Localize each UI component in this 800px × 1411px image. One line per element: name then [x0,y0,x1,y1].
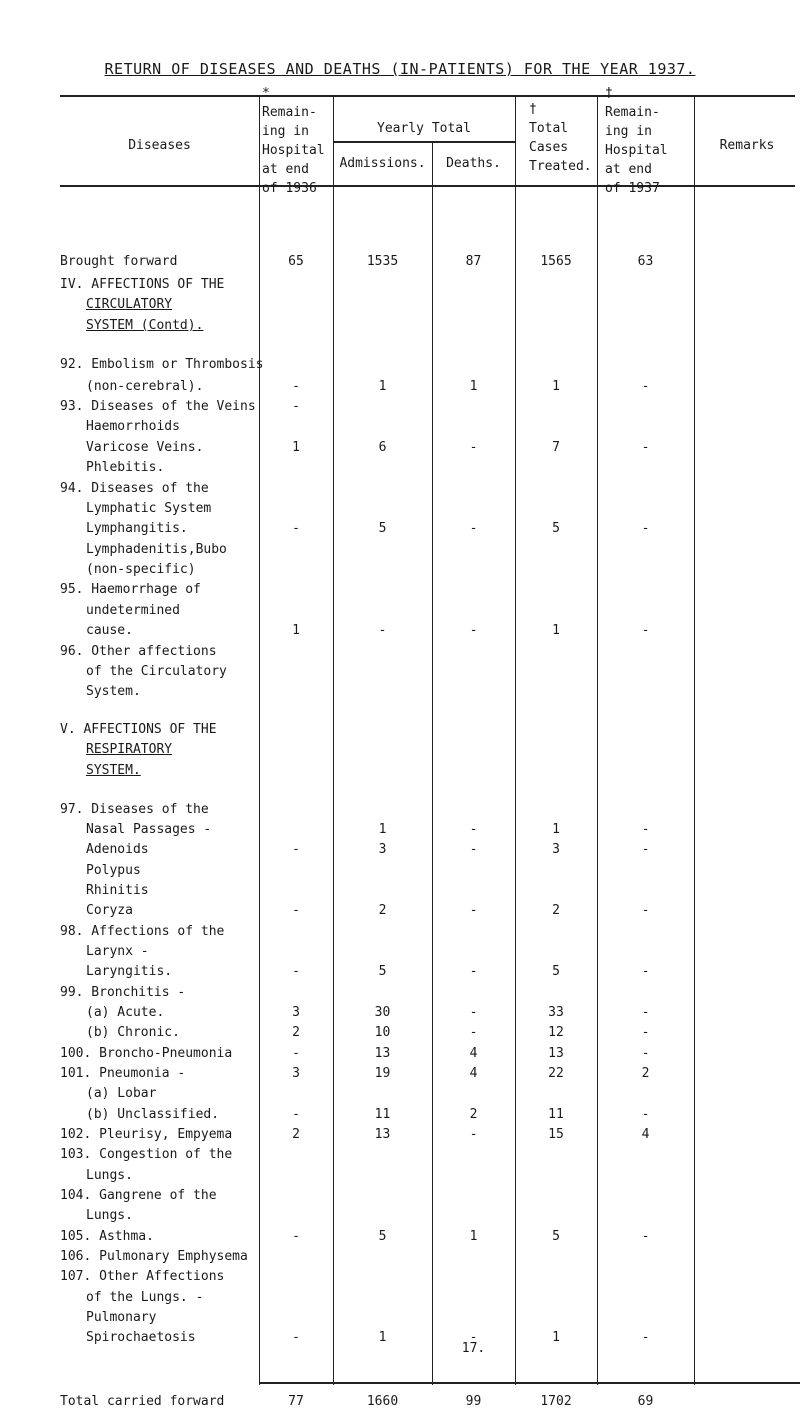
column-rule-6 [694,95,695,1385]
cell-remaining-1937: - [641,521,650,536]
row-label: 95. Haemorrhage of [60,582,201,597]
cell-remaining-1937: - [641,842,650,857]
cell-remaining-1936: - [292,903,300,918]
cell-remaining-1936: - [292,1046,300,1061]
cell-remaining-1936: 65 [288,254,304,269]
total-top-rule [259,1382,800,1384]
total-deaths: 99 [465,1394,482,1409]
cell-cases-treated: 2 [552,903,560,918]
total-label: Total carried forward [60,1394,225,1409]
total-remaining-1937: 69 [637,1394,654,1409]
column-rule-5 [597,95,598,1385]
row-label: V. AFFECTIONS OF THE [60,722,217,737]
cell-admissions: 13 [374,1046,391,1061]
row-label: Brought forward [60,254,178,269]
row-label: Laryngitis. [86,964,173,979]
cell-admissions: 1 [378,1330,387,1345]
row-label: Varicose Veins. [86,440,204,455]
cell-remaining-1936: - [292,1107,300,1122]
cell-admissions: 1535 [366,254,399,269]
cell-deaths: - [469,1005,478,1020]
row-label: (b) Chronic. [86,1025,180,1040]
row-label: 100. Broncho-Pneumonia [60,1046,233,1061]
row-label: 102. Pleurisy, Empyema [60,1127,233,1142]
row-label: Lungs. [86,1168,133,1183]
cell-remaining-1937: 4 [641,1127,650,1142]
row-label: SYSTEM (Contd). [86,318,204,333]
cell-remaining-1937: - [641,1005,650,1020]
cell-remaining-1936: 1 [292,440,300,455]
row-label: Spirochaetosis [86,1330,196,1345]
row-label: Polypus [86,863,141,878]
cell-remaining-1936: 2 [292,1025,300,1040]
cell-remaining-1937: 2 [641,1066,650,1081]
table-top-rule [60,95,795,97]
total-remaining-1936: 77 [288,1394,304,1409]
row-label: Haemorrhoids [86,419,180,434]
yearly-subheader-rule [333,141,515,143]
cell-remaining-1937: - [641,964,650,979]
row-label: 98. Affections of the [60,924,225,939]
column-rule-1 [259,95,260,1385]
cell-remaining-1936: 2 [292,1127,300,1142]
cell-cases-treated: 1 [552,623,560,638]
cell-deaths: 4 [469,1066,478,1081]
cell-deaths: - [469,842,478,857]
row-label: (b) Unclassified. [86,1107,220,1122]
column-rule-3 [432,141,433,1385]
cell-admissions: 19 [374,1066,391,1081]
row-label: 105. Asthma. [60,1229,154,1244]
cell-cases-treated: 5 [552,964,560,979]
cell-admissions: 30 [374,1005,391,1020]
cell-deaths: 87 [465,254,482,269]
cell-remaining-1937: - [641,1107,650,1122]
cell-cases-treated: 1 [552,1330,560,1345]
cell-admissions: 1 [378,822,387,837]
cell-admissions: 1 [378,379,387,394]
cell-admissions: 3 [378,842,387,857]
total-cases-treated: 1702 [540,1394,572,1409]
cell-cases-treated: 3 [552,842,560,857]
cell-deaths: - [469,521,478,536]
cell-admissions: 13 [374,1127,391,1142]
row-label: IV. AFFECTIONS OF THE [60,277,225,292]
cell-remaining-1937: - [641,1229,650,1244]
row-label: Lymphadenitis,Bubo [86,542,227,557]
cell-remaining-1936: 3 [292,1005,300,1020]
row-label: 99. Bronchitis - [60,985,186,1000]
row-label: Pulmonary [86,1310,157,1325]
row-label: Lymphatic System [86,501,212,516]
row-label: Phlebitis. [86,460,165,475]
cell-remaining-1937: 63 [637,254,654,269]
cell-admissions: 5 [378,1229,387,1244]
row-label: CIRCULATORY [86,297,173,312]
cell-cases-treated: 15 [548,1127,564,1142]
row-label: Coryza [86,903,133,918]
cell-remaining-1937: - [641,822,650,837]
cell-cases-treated: 7 [552,440,560,455]
header-deaths: Deaths. [446,156,501,171]
row-label: Lungs. [86,1208,133,1223]
row-label: 92. Embolism or Thrombosis [60,357,264,372]
row-label: 106. Pulmonary Emphysema [60,1249,248,1264]
cell-remaining-1937: - [641,379,650,394]
cell-admissions: - [378,623,387,638]
cell-deaths: - [469,1127,478,1142]
row-label: 104. Gangrene of the [60,1188,217,1203]
cell-remaining-1936: - [292,379,300,394]
cell-remaining-1937: - [641,623,650,638]
page-title: RETURN OF DISEASES AND DEATHS (IN-PATIENTS) FOR THE YEAR 1937. [104,60,696,78]
header-total-cases: † Total Cases Treated. [529,102,592,174]
cell-deaths: - [469,1330,478,1345]
row-label: cause. [86,623,133,638]
row-label: 94. Diseases of the [60,481,209,496]
row-label: RESPIRATORY [86,742,173,757]
row-label: 103. Congestion of the [60,1147,233,1162]
row-label: (a) Lobar [86,1086,157,1101]
cell-deaths: - [469,623,478,638]
cell-cases-treated: 1565 [540,254,572,269]
cell-admissions: 6 [378,440,387,455]
cell-deaths: - [469,964,478,979]
column-rule-2 [333,95,334,1385]
header-yearly-total: Yearly Total [377,121,471,136]
row-label: of the Lungs. - [86,1290,204,1305]
cell-remaining-1937: - [641,1330,650,1345]
cell-remaining-1936: - [292,1330,300,1345]
cell-deaths: 4 [469,1046,478,1061]
cell-deaths: - [469,440,478,455]
cell-cases-treated: 1 [552,822,560,837]
header-remaining-1936: * Remain- ing in Hospital at end of 1936 [262,86,325,196]
cell-remaining-1937: - [641,440,650,455]
cell-remaining-1936: - [292,964,300,979]
cell-remaining-1937: - [641,1046,650,1061]
row-label: SYSTEM. [86,763,141,778]
row-label: (a) Acute. [86,1005,165,1020]
row-label: undetermined [86,603,180,618]
cell-admissions: 2 [378,903,387,918]
cell-deaths: - [469,822,478,837]
row-label: Lymphangitis. [86,521,188,536]
row-label: 93. Diseases of the Veins [60,399,256,414]
cell-cases-treated: 5 [552,1229,560,1244]
cell-admissions: 10 [374,1025,391,1040]
cell-remaining-1936: - [292,521,300,536]
row-label: 107. Other Affections [60,1269,225,1284]
header-diseases: Diseases [128,138,191,153]
cell-remaining-1936: - [292,842,300,857]
total-admissions: 1660 [366,1394,399,1409]
row-label: System. [86,684,141,699]
header-bottom-rule [60,185,795,187]
row-label: Rhinitis [86,883,149,898]
cell-deaths: 2 [469,1107,478,1122]
row-label: of the Circulatory [86,664,227,679]
row-label: 101. Pneumonia - [60,1066,186,1081]
row-label: (non-specific) [86,562,196,577]
cell-deaths: - [469,903,478,918]
header-remaining-1937: † Remain- ing in Hospital at end of 1937 [605,86,668,196]
page-number: 17. [461,1341,486,1356]
cell-admissions: 5 [378,521,387,536]
cell-admissions: 11 [374,1107,391,1122]
row-label: 96. Other affections [60,644,217,659]
row-label: (non-cerebral). [86,379,204,394]
cell-remaining-1936: 1 [292,623,300,638]
cell-cases-treated: 5 [552,521,560,536]
cell-cases-treated: 22 [548,1066,564,1081]
cell-remaining-1936: - [292,1229,300,1244]
row-label: Adenoids [86,842,149,857]
cell-remaining-1936: - [292,399,300,414]
cell-deaths: 1 [469,1229,478,1244]
header-remarks: Remarks [719,138,775,153]
cell-cases-treated: 13 [548,1046,564,1061]
cell-cases-treated: 1 [552,379,560,394]
header-admissions: Admissions. [339,156,426,171]
cell-cases-treated: 12 [548,1025,564,1040]
cell-remaining-1936: 3 [292,1066,300,1081]
cell-deaths: 1 [469,379,478,394]
cell-remaining-1937: - [641,1025,650,1040]
cell-cases-treated: 33 [548,1005,564,1020]
row-label: Nasal Passages - [86,822,212,837]
cell-remaining-1937: - [641,903,650,918]
cell-cases-treated: 11 [548,1107,564,1122]
column-rule-4 [515,95,516,1385]
cell-deaths: - [469,1025,478,1040]
row-label: 97. Diseases of the [60,802,209,817]
cell-admissions: 5 [378,964,387,979]
row-label: Larynx - [86,944,149,959]
